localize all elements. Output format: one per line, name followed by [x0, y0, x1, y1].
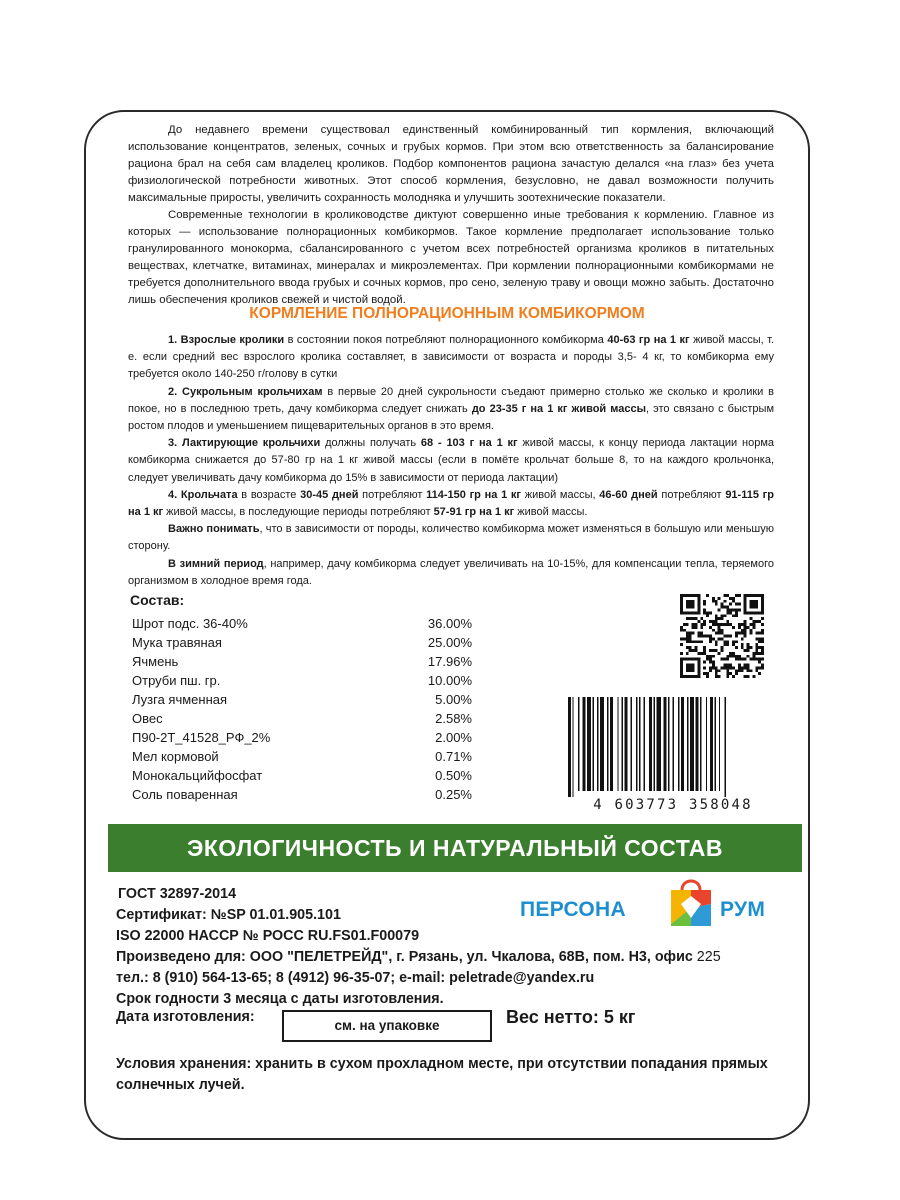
composition-item-value: 0.50%: [435, 768, 472, 783]
intro-paragraph-2: Современные технологии в кролиководстве диктуют совершенно иные требования к кормлению. Главное из которых — использование полнорационных комбикормов. Такое кормление предполагает использование только гранулированного монокорма, сбалансированного с учетом всех потребностей организма кроликов в питательных веществах, клетчатке, витаминах, минералах и микроэлементах. При кормлении полнорационными комбикормами не требуется дополнительного ввода грубых и сочных кормов, про сено, зеленую траву и овощи можно забыть. Достаточно лишь обеспечения кроликов свежей и чистой водой.: [128, 209, 774, 306]
feeding-instructions: [128, 332, 774, 590]
certificate-line: Сертификат: №SP 01.01.905.101: [116, 907, 341, 923]
gost-line: ГОСТ 32897-2014: [118, 886, 237, 902]
composition-item-value: 2.00%: [435, 730, 472, 745]
production-date-box: см. на упаковке: [282, 1010, 492, 1042]
barcode: [564, 697, 782, 819]
brand-logo: [520, 872, 780, 932]
label-card: [84, 110, 810, 1140]
barcode-digits: 4 603773 358048: [593, 797, 753, 813]
composition-item: [132, 747, 472, 766]
composition-item: [132, 690, 472, 709]
composition-item: [132, 728, 472, 747]
composition-item-value: 5.00%: [435, 692, 472, 707]
composition-item-name: Ячмень: [132, 654, 179, 669]
storage-conditions: Условия хранения: хранить в сухом прохладном месте, при отсутствии попадания прямых солнечных лучей.: [116, 1056, 768, 1093]
composition-item-name: Овес: [132, 711, 163, 726]
composition-item-value: 2.58%: [435, 711, 472, 726]
iso-line: ISO 22000 НАССР № РОСС RU.FS01.F00079: [116, 928, 420, 944]
office-number: 225: [696, 949, 721, 965]
feeding-winter-note: В зимний период, например, дачу комбикорма следует увеличивать на 10-15%, для компенсации тепла, теряемого организмом в холодное время года.: [128, 557, 774, 587]
feeding-important-note: Важно понимать, что в зависимости от породы, количество комбикорма может изменяться в большую или меньшую сторону.: [128, 523, 774, 553]
composition-item-value: 0.71%: [435, 749, 472, 764]
shelf-life-line: Срок годности 3 месяца с даты изготовления.: [116, 991, 444, 1007]
composition-item-name: П90-2Т_41528_РФ_2%: [132, 730, 271, 745]
composition-item-name: Лузга ячменная: [132, 692, 228, 707]
brand-word-persona: ПЕРСОНА: [520, 898, 626, 921]
composition-item-name: Мука травяная: [132, 635, 222, 650]
shopping-bag-logo-icon: [665, 874, 717, 928]
composition-item-name: Отруби пш. гр.: [132, 673, 221, 688]
composition-item: [132, 614, 472, 633]
qr-code-icon: [680, 594, 764, 678]
composition-item-name: Соль поваренная: [132, 787, 238, 802]
composition-item: [132, 671, 472, 690]
composition-item-value: 17.96%: [427, 654, 472, 669]
composition-item-value: 10.00%: [427, 673, 472, 688]
composition-item-value: 0.25%: [435, 787, 472, 802]
feeding-pregnant-does: 2. Сукрольным крольчихам в первые 20 дней сукрольности съедают примерно столько же сколько и кролики в покое, но в последнюю треть, дачу комбикорма следует снижать до 23-35 г на 1 кг живой массы, это связано с быстрым ростом плодов и уменьшением пищеварительных органов в это время.: [128, 385, 775, 433]
composition-list: [132, 614, 472, 804]
brand-word-rum: РУМ: [720, 898, 766, 921]
production-date-label: Дата изготовления:: [116, 1009, 255, 1025]
feeding-lactating-does: 3. Лактирующие крольчихи должны получать 68 - 103 г на 1 кг живой массы, к концу периода лактации норма комбикорма снижается до 57-80 гр на 1 кг живой массы (если в помёте крольчат больше 8, то на каждого крольчонка, следует увеличивать дачу комбикорма до 15% в зависимости от периода лактации): [128, 437, 774, 484]
composition-item: [132, 785, 472, 804]
composition-title: Состав:: [130, 592, 185, 608]
barcode-icon: [564, 697, 782, 797]
composition-item: [132, 766, 472, 785]
composition-item: [132, 709, 472, 728]
composition-item-name: Мел кормовой: [132, 749, 219, 764]
composition-item: [132, 633, 472, 652]
production-date-row: [116, 1009, 806, 1049]
composition-item-name: Монокальцийфосфат: [132, 768, 263, 783]
contacts-line: тел.: 8 (910) 564-13-65; 8 (4912) 96-35-07; e-mail: peletrade@yandex.ru: [116, 970, 595, 986]
intro-paragraph-1: До недавнего времени существовал единственный комбинированный тип кормления, включающий использование концентратов, зеленых, сочных и грубых кормов. При этом всю ответственность за балансирование рациона брал на себя сам владелец кроликов. Подбор компонентов рациона зачастую делался «на глаз» без учета физиологической потребности животных. Этот способ кормления, безусловно, не давал возможности получить максимальные приросты, увеличить сохранность молодняка и улучшить зоотехнические показатели.: [128, 124, 774, 204]
composition-item: [132, 652, 472, 671]
composition-item-name: Шрот подс. 36-40%: [132, 616, 248, 631]
feeding-young-rabbits: 4. Крольчата в возрасте 30-45 дней потребляют 114-150 гр на 1 кг живой массы, 46-60 дней потребляют 91-115 гр на 1 кг живой массы, в последующие периоды потребляют 57-91 гр на 1 кг живой массы.: [128, 488, 774, 519]
eco-banner: ЭКОЛОГИЧНОСТЬ И НАТУРАЛЬНЫЙ СОСТАВ: [108, 824, 802, 872]
producer-line: Произведено для: ООО "ПЕЛЕТРЕЙД", г. Рязань, ул. Чкалова, 68В, пом. Н3, офис 225: [116, 949, 721, 965]
intro-text: [128, 122, 774, 309]
feeding-title: КОРМЛЕНИЕ ПОЛНОРАЦИОННЫМ КОМБИКОРМОМ: [249, 305, 645, 322]
composition-item-value: 25.00%: [427, 635, 472, 650]
net-weight: Вес нетто: 5 кг: [506, 1007, 636, 1027]
composition-item-value: 36.00%: [427, 616, 472, 631]
feeding-adult-rabbits: 1. Взрослые кролики в состоянии покоя потребляют полнорационного комбикорма 40-63 гр на 1 кг живой массы, т. е. если средний вес взрослого кролика составляет, в зависимости от возраста и породы 3,5- 4 кг, то комбикорма ему требуется около 140-250 г/голову в сутки: [128, 334, 775, 381]
